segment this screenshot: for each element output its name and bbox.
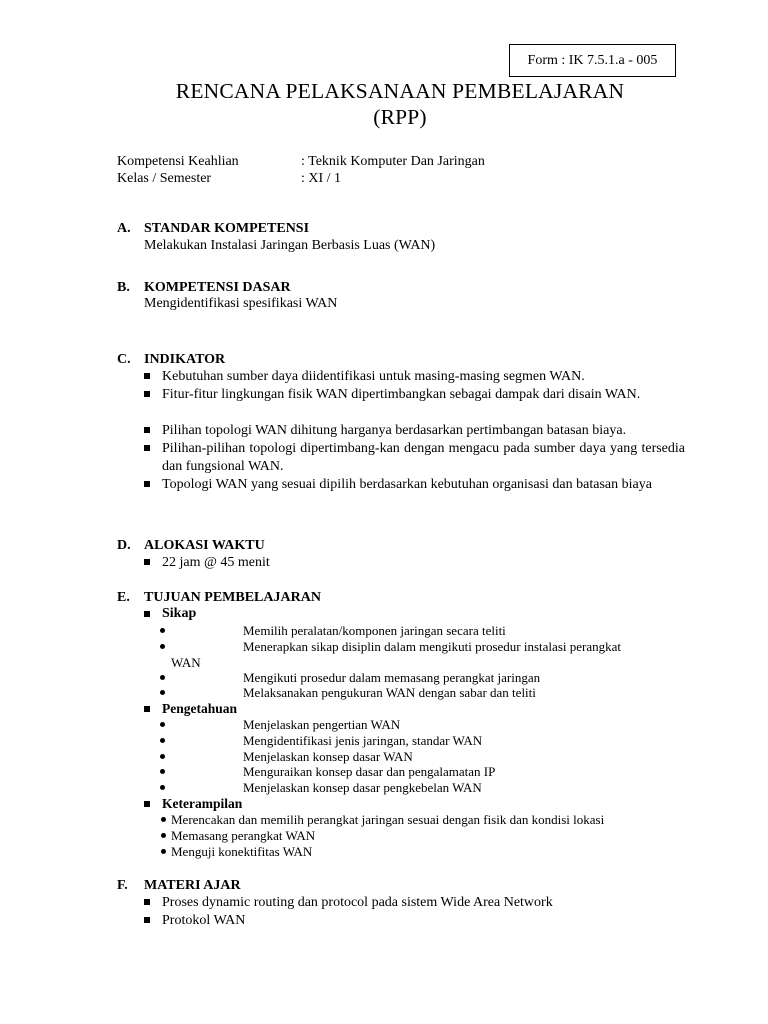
square-bullet-icon xyxy=(144,445,150,451)
section-title: MATERI AJAR xyxy=(144,878,241,893)
materi-item: Protokol WAN xyxy=(162,913,246,928)
section-b-heading xyxy=(117,279,291,296)
round-bullet-icon xyxy=(160,628,165,633)
form-code-box: Form : IK 7.5.1.a - 005 xyxy=(509,44,676,77)
section-letter: D. xyxy=(117,538,131,553)
meta-value: : XI / 1 xyxy=(301,171,342,186)
square-bullet-icon xyxy=(144,391,150,397)
section-title: ALOKASI WAKTU xyxy=(144,538,265,553)
round-bullet-icon xyxy=(161,833,166,838)
section-c-heading xyxy=(117,351,225,368)
indikator-item: Topologi WAN yang sesuai dipilih berdasarkan kebutuhan organisasi dan batasan biaya xyxy=(162,477,652,492)
round-bullet-icon xyxy=(161,817,166,822)
section-letter: C. xyxy=(117,352,131,367)
document-title: RENCANA PELAKSANAAN PEMBELAJARAN xyxy=(175,79,625,103)
section-d-heading xyxy=(117,537,265,554)
round-bullet-icon xyxy=(161,849,166,854)
square-bullet-icon xyxy=(144,801,150,807)
round-bullet-icon xyxy=(160,690,165,695)
section-title: INDIKATOR xyxy=(144,352,226,367)
pengetahuan-item: Menjelaskan pengertian WAN xyxy=(243,717,401,732)
meta-row-kelas xyxy=(117,170,341,187)
round-bullet-icon xyxy=(160,738,165,743)
keterampilan-label: Keterampilan xyxy=(162,796,243,811)
indikator-item: Pilihan topologi WAN dihitung harganya berdasarkan pertimbangan batasan biaya. xyxy=(162,423,627,438)
meta-row-kompetensi xyxy=(117,153,485,170)
section-f-heading xyxy=(117,877,241,894)
section-title: KOMPETENSI DASAR xyxy=(144,280,291,295)
square-bullet-icon xyxy=(144,481,150,487)
section-e-heading xyxy=(117,589,321,606)
sikap-item: Menerapkan sikap disiplin dalam mengikuti prosedur instalasi perangkat xyxy=(243,639,621,654)
pengetahuan-label: Pengetahuan xyxy=(162,701,238,716)
indikator-item: Fitur-fitur lingkungan fisik WAN dipertimbangkan sebagai dampak dari disain WAN. xyxy=(162,387,641,402)
round-bullet-icon xyxy=(160,722,165,727)
pengetahuan-item: Menjelaskan konsep dasar pengkebelan WAN xyxy=(243,780,482,795)
meta-label: Kompetensi Keahlian xyxy=(117,154,239,169)
square-bullet-icon xyxy=(144,899,150,905)
section-letter: A. xyxy=(117,221,131,236)
round-bullet-icon xyxy=(160,675,165,680)
meta-value: : Teknik Komputer Dan Jaringan xyxy=(301,154,485,169)
square-bullet-icon xyxy=(144,611,150,617)
sikap-item: Melaksanakan pengukuran WAN dengan sabar dan teliti xyxy=(243,685,536,700)
keterampilan-item: Memasang perangkat WAN xyxy=(171,828,316,843)
indikator-item: Pilihan-pilihan topologi dipertimbang-kan dengan mengacu pada sumber daya yang tersedia dan fungsional WAN. xyxy=(162,441,685,474)
section-a-text: Melakukan Instalasi Jaringan Berbasis Luas (WAN) xyxy=(144,238,436,253)
square-bullet-icon xyxy=(144,373,150,379)
round-bullet-icon xyxy=(160,769,165,774)
document-subtitle: (RPP) xyxy=(373,105,427,129)
section-letter: F. xyxy=(117,878,128,893)
sikap-item: Mengikuti prosedur dalam memasang perangkat jaringan xyxy=(243,670,541,685)
keterampilan-item: Merencakan dan memilih perangkat jaringan sesuai dengan fisik dan kondisi lokasi xyxy=(171,812,605,827)
round-bullet-icon xyxy=(160,785,165,790)
section-letter: B. xyxy=(117,280,130,295)
square-bullet-icon xyxy=(144,427,150,433)
section-letter: E. xyxy=(117,590,130,605)
section-title: TUJUAN PEMBELAJARAN xyxy=(144,590,321,605)
keterampilan-item: Menguji konektifitas WAN xyxy=(171,844,313,859)
pengetahuan-item: Mengidentifikasi jenis jaringan, standar WAN xyxy=(243,733,483,748)
sikap-item: Memilih peralatan/komponen jaringan secara teliti xyxy=(243,623,506,638)
round-bullet-icon xyxy=(160,644,165,649)
pengetahuan-item: Menjelaskan konsep dasar WAN xyxy=(243,749,413,764)
round-bullet-icon xyxy=(160,754,165,759)
square-bullet-icon xyxy=(144,917,150,923)
section-a-heading xyxy=(117,220,309,237)
pengetahuan-item: Menguraikan konsep dasar dan pengalamatan IP xyxy=(243,764,496,779)
meta-label: Kelas / Semester xyxy=(117,171,212,186)
section-title: STANDAR KOMPETENSI xyxy=(144,221,310,236)
section-b-text: Mengidentifikasi spesifikasi WAN xyxy=(144,296,338,311)
materi-item: Proses dynamic routing dan protocol pada sistem Wide Area Network xyxy=(162,895,553,910)
alokasi-item: 22 jam @ 45 menit xyxy=(162,555,270,570)
sikap-item-continuation: WAN xyxy=(171,655,201,670)
sikap-label: Sikap xyxy=(162,606,197,621)
square-bullet-icon xyxy=(144,706,150,712)
indikator-item: Kebutuhan sumber daya diidentifikasi untuk masing-masing segmen WAN. xyxy=(162,369,585,384)
square-bullet-icon xyxy=(144,559,150,565)
